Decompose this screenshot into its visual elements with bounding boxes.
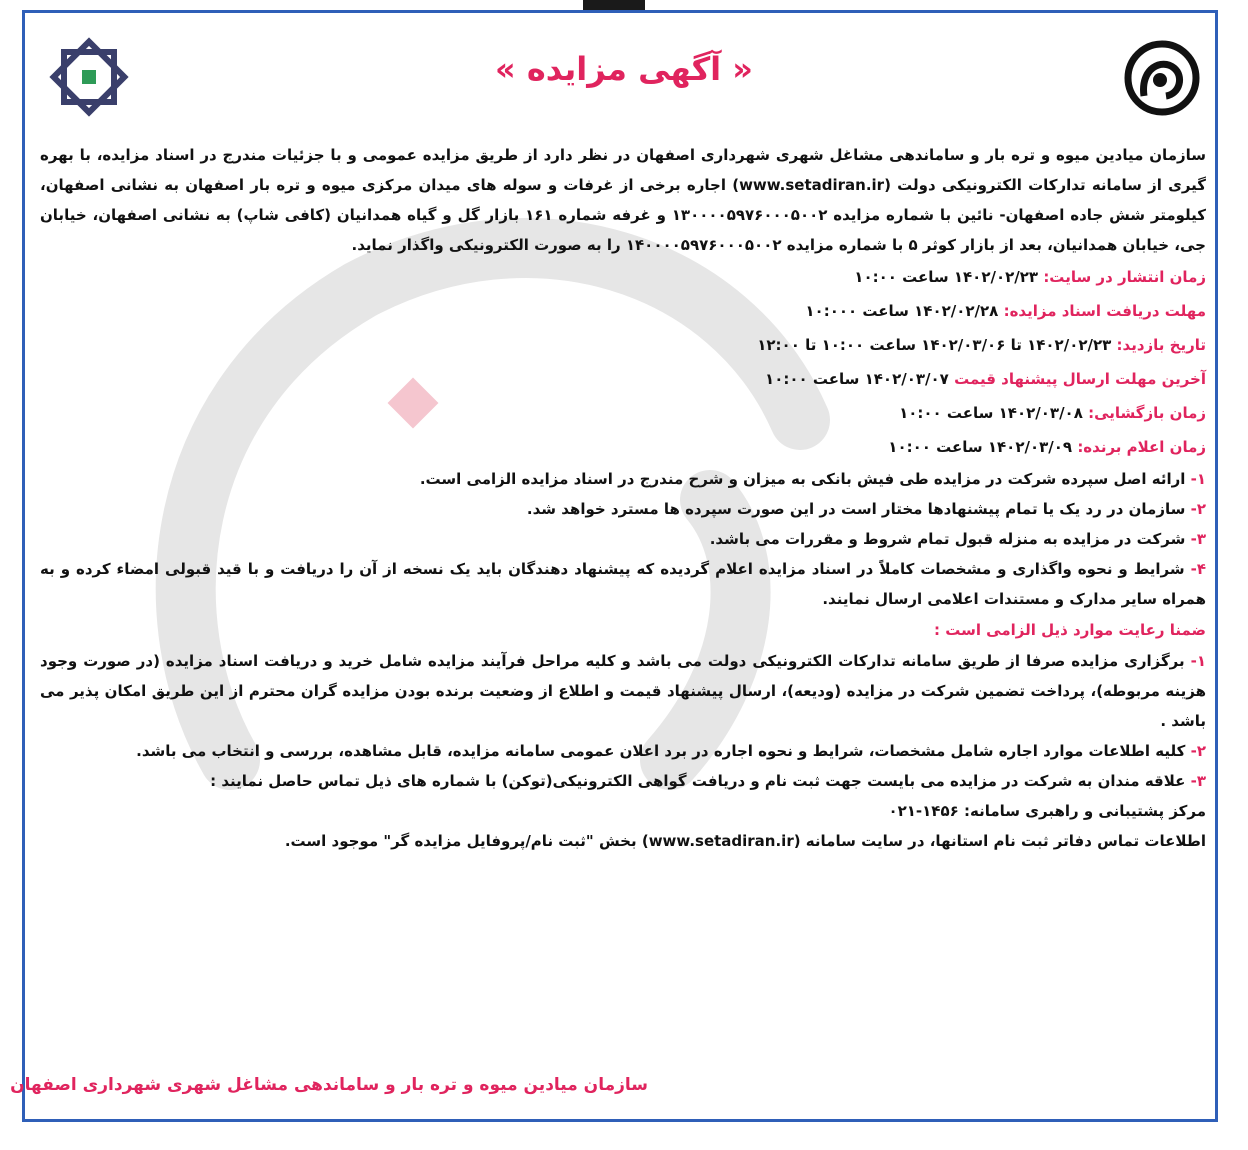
condition-item: ۳- علاقه مندان به شرکت در مزایده می بایست جهت ثبت نام و دریافت گواهی الکترونیکی(توکن) با شماره های ذیل تماس حاصل نمایند : bbox=[210, 772, 1206, 790]
conditions-list bbox=[40, 646, 1206, 796]
intro-paragraph: سازمان میادین میوه و تره بار و ساماندهی مشاغل شهری شهرداری اصفهان در نظر دارد از طریق مزایده عمومی و با جزئیات مندرج در اسناد مزایده، با بهره گیری از سامانه تدارکات الکترونیکی دولت (www.setadiran.ir) اجاره برخی از غرفات و سوله های میدان مرکزی میوه و تره بار اصفهان به نشانی اصفهان، کیلومتر شش جاده اصفهان- نائین با شماره مزایده ۱۳۰۰۰۰۵۹۷۶۰۰۰۵۰۰۲ و غرفه شماره ۱۶۱ بازار گل و گیاه همدانیان (کافی شاپ) به نشانی اصفهان، خیابان جی، خیابان همدانیان، بعد از بازار کوثر ۵ با شماره مزایده ۱۴۰۰۰۰۵۹۷۶۰۰۰۵۰۰۲ را به صورت الکترونیکی واگذار نماید. bbox=[40, 146, 1207, 254]
issuer-signature: سازمان میادین میوه و تره بار و ساماندهی مشاغل شهری شهرداری اصفهان bbox=[10, 1075, 648, 1095]
rule-item: ۲- سازمان در رد یک یا تمام پیشنهادها مختار است در این صورت سپرده ها مسترد خواهد شد. bbox=[526, 500, 1206, 518]
contact-line: اطلاعات تماس دفاتر ثبت نام استانها، در سایت سامانه (www.setadiran.ir) بخش "ثبت نام/پروفایل مزایده گر" موجود است. bbox=[284, 832, 1206, 850]
notice-title: « آگهی مزایده » bbox=[495, 50, 753, 88]
support-line: مرکز پشتیبانی و راهبری سامانه: ۱۴۵۶-۰۲۱ bbox=[888, 802, 1206, 820]
schedule-item: تاریخ بازدید: ۱۴۰۲/۰۲/۲۳ تا ۱۴۰۲/۰۳/۰۶ ساعت ۱۰:۰۰ تا ۱۲:۰۰ bbox=[757, 336, 1206, 354]
rule-item: ۴- شرایط و نحوه واگذاری و مشخصات کاملاً در اسناد مزایده اعلام گردیده که پیشنهاد دهندگان باید یک نسخه از آن را دریافت و با قید قبولی امضاء کرده و به همراه سایر مدارک و مستندات اعلامی ارسال نمایند. bbox=[40, 560, 1206, 608]
top-tab-marker bbox=[583, 0, 645, 10]
schedule-item: زمان بازگشایی: ۱۴۰۲/۰۳/۰۸ ساعت ۱۰:۰۰ bbox=[899, 404, 1206, 422]
conditions-heading: ضمنا رعایت موارد ذیل الزامی است : bbox=[933, 621, 1206, 639]
schedule-item: آخرین مهلت ارسال پیشنهاد قیمت ۱۴۰۲/۰۳/۰۷ ساعت ۱۰:۰۰ bbox=[765, 370, 1206, 388]
condition-item: ۲- کلیه اطلاعات موارد اجاره شامل مشخصات، شرایط و نحوه اجاره در برد اعلان عمومی سامانه مزایده، قابل مشاهده، بررسی و انتخاب می باشد. bbox=[136, 742, 1206, 760]
schedule-list bbox=[40, 260, 1206, 464]
rule-item: ۱- ارائه اصل سپرده شرکت در مزایده طی فیش بانکی به میزان و شرح مندرج در اسناد مزایده الزامی است. bbox=[419, 470, 1206, 488]
schedule-item: زمان اعلام برنده: ۱۴۰۲/۰۳/۰۹ ساعت ۱۰:۰۰ bbox=[888, 438, 1206, 456]
schedule-item: مهلت دریافت اسناد مزایده: ۱۴۰۲/۰۲/۲۸ ساعت ۱۰:۰۰۰ bbox=[805, 302, 1206, 320]
rule-item: ۳- شرکت در مزایده به منزله قبول تمام شروط و مقررات می باشد. bbox=[709, 530, 1206, 548]
condition-item: ۱- برگزاری مزایده صرفا از طریق سامانه تدارکات الکترونیکی دولت می باشد و کلیه مراحل فرآیند مزایده شامل خرید و دریافت اسناد مزایده (در صورت وجود هزینه مربوطه)، پرداخت تضمین شرکت در مزایده (ودیعه)، ارسال پیشنهاد قیمت و اطلاع از وضعیت برنده بودن مزایده گران محترم از این طریق امکان پذیر می باشد . bbox=[40, 652, 1206, 730]
rules-list bbox=[40, 464, 1206, 614]
schedule-item: زمان انتشار در سایت: ۱۴۰۲/۰۲/۲۳ ساعت ۱۰:۰۰ bbox=[854, 268, 1206, 286]
notice-body bbox=[40, 140, 1206, 856]
